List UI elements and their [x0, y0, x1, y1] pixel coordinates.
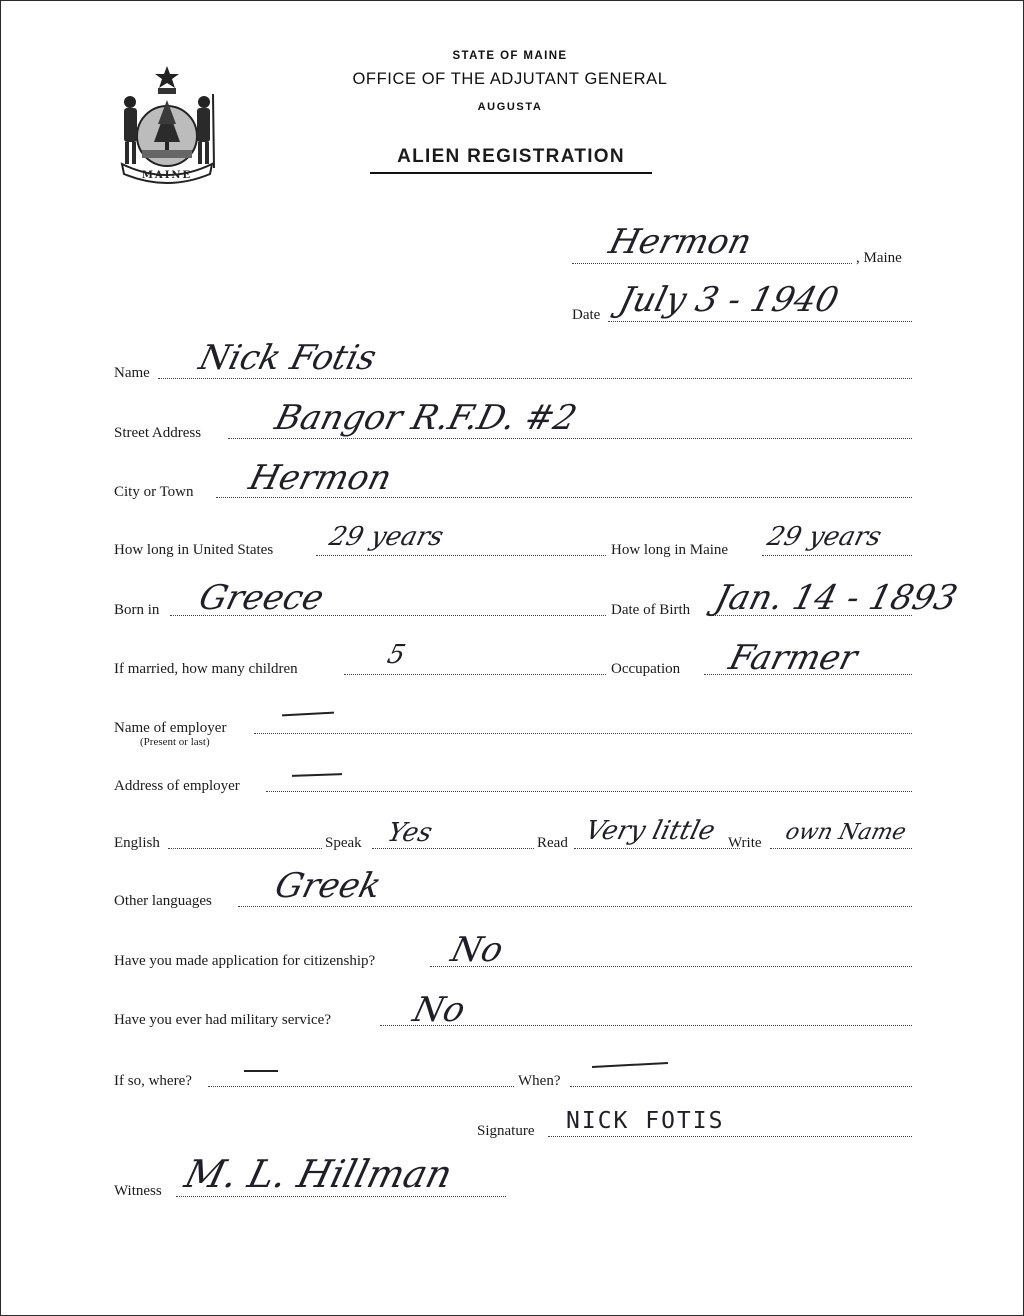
city-heading: AUGUSTA: [477, 101, 543, 113]
date-of-birth-label: Date of Birth: [611, 602, 691, 618]
if-so-where-line: [208, 1085, 514, 1087]
form-title: ALIEN REGISTRATION: [370, 146, 652, 174]
write-label: Write: [728, 835, 762, 851]
read-entry: Very little: [582, 816, 719, 846]
street-address-label: Street Address: [114, 425, 202, 441]
occupation-entry: Farmer: [725, 638, 862, 678]
how-long-maine-entry: 29 years: [764, 522, 885, 552]
signature-label: Signature: [477, 1123, 535, 1139]
when-label: When?: [518, 1073, 561, 1089]
how-long-us-label: How long in United States: [114, 542, 274, 558]
when-line: [570, 1085, 912, 1087]
maine-label: , Maine: [856, 250, 902, 266]
read-line: [574, 847, 740, 849]
street-address-entry: Bangor R.F.D. #2: [271, 398, 581, 438]
svg-text:MAINE: MAINE: [141, 170, 193, 181]
city-or-town-entry: Hermon: [245, 458, 396, 498]
married-children-line: [344, 673, 606, 675]
maine-state-seal: [114, 64, 220, 186]
read-label: Read: [537, 835, 568, 851]
citizenship-line: [430, 965, 912, 967]
employer-address-label: Address of employer: [114, 778, 240, 794]
write-entry: own Name: [782, 820, 909, 845]
citizenship-label: Have you made application for citizenship?: [114, 953, 376, 969]
military-label: Have you ever had military service?: [114, 1012, 331, 1028]
other-languages-label: Other languages: [114, 893, 212, 909]
name-label: Name: [114, 365, 150, 381]
citizenship-entry: No: [447, 930, 508, 970]
date-label: Date: [572, 307, 601, 323]
how-long-us-line: [316, 554, 606, 556]
married-children-label: If married, how many children: [114, 661, 298, 677]
born-in-entry: Greece: [195, 578, 328, 618]
signature-line: [548, 1135, 912, 1137]
witness-entry: M. L. Hillman: [180, 1152, 457, 1196]
where-dash: [244, 1070, 278, 1072]
military-entry: No: [409, 990, 470, 1030]
town-entry: Hermon: [605, 222, 756, 262]
if-so-where-label: If so, where?: [114, 1073, 192, 1089]
office-heading: OFFICE OF THE ADJUTANT GENERAL: [352, 70, 668, 88]
born-in-label: Born in: [114, 602, 160, 618]
employer-name-label: Name of employer: [114, 720, 227, 736]
employer-address-line: [266, 790, 912, 792]
signature-entry: NICK FOTIS: [566, 1108, 725, 1134]
date-of-birth-entry: Jan. 14 - 1893: [711, 578, 962, 618]
town-line: [572, 262, 852, 264]
speak-entry: Yes: [384, 818, 436, 848]
children-entry: 5: [384, 640, 409, 670]
date-entry: July 3 - 1940: [615, 280, 843, 320]
write-line: [770, 847, 912, 849]
english-line: [168, 847, 322, 849]
other-languages-entry: Greek: [271, 866, 386, 906]
witness-label: Witness: [114, 1183, 162, 1199]
date-line: [608, 320, 912, 322]
occupation-label: Occupation: [611, 661, 681, 677]
how-long-maine-label: How long in Maine: [611, 542, 729, 558]
name-entry: Nick Fotis: [195, 338, 381, 378]
speak-label: Speak: [325, 835, 362, 851]
english-label: English: [114, 835, 160, 851]
employer-name-note: (Present or last): [140, 736, 210, 748]
city-or-town-label: City or Town: [114, 484, 194, 500]
state-heading: STATE OF MAINE: [452, 50, 568, 62]
employer-name-line: [254, 732, 912, 734]
how-long-us-entry: 29 years: [326, 522, 447, 552]
how-long-maine-line: [762, 554, 912, 556]
